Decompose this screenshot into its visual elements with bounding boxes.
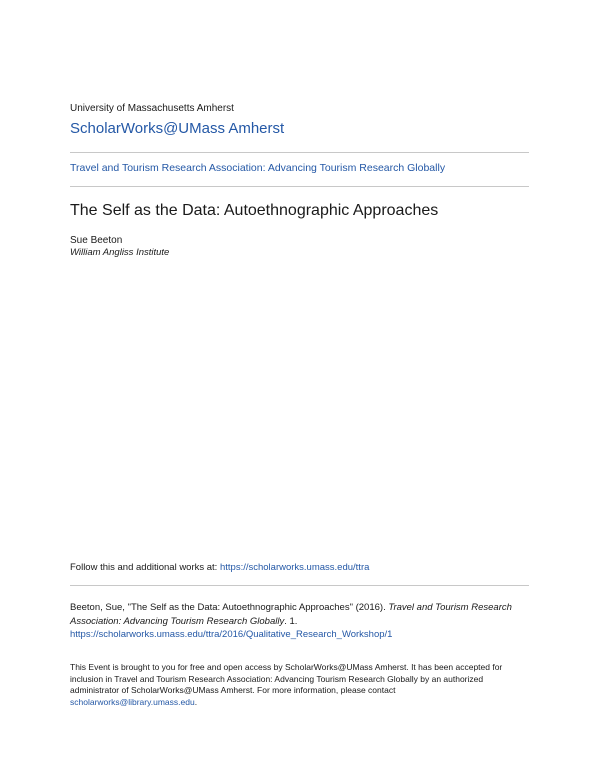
author-affiliation: William Angliss Institute <box>70 247 170 258</box>
document-title: The Self as the Data: Autoethnographic Approaches <box>70 202 439 219</box>
series-link[interactable]: Travel and Tourism Research Association: Advancing Tourism Research Globally <box>70 162 446 174</box>
divider-citation <box>70 585 529 586</box>
contact-email-link[interactable]: scholarworks@library.umass.edu <box>70 696 195 707</box>
notice-end: . <box>194 696 198 707</box>
institution-name: University of Massachusetts Amherst <box>70 103 234 114</box>
follow-link[interactable]: https://scholarworks.umass.edu/ttra <box>219 562 370 573</box>
access-notice <box>70 662 532 708</box>
author-name: Sue Beeton <box>70 235 123 246</box>
citation-journal: Travel and Tourism Research Association: Advancing Tourism Research Globally <box>70 602 512 627</box>
citation-url[interactable]: https://scholarworks.umass.edu/ttra/2016/Qualitative_Research_Workshop/1 <box>70 629 393 640</box>
divider-bottom <box>70 186 529 187</box>
follow-line <box>70 562 369 573</box>
notice-text: This Event is brought to you for free and open access by ScholarWorks@UMass Amherst. It has been accepted for inclusion in Travel and Tourism Research Association: Advancing Tourism Research Globally by an authorized administrator of ScholarWorks@UMass Amherst. For more information, please contact <box>70 662 503 695</box>
repository-link[interactable]: ScholarWorks@UMass Amherst <box>70 120 285 137</box>
citation-number: . 1. <box>284 615 298 627</box>
citation-prefix: Beeton, Sue, "The Self as the Data: Autoethnographic Approaches" (2016). <box>70 602 389 613</box>
follow-text: Follow this and additional works at: <box>70 562 220 573</box>
recommended-citation <box>70 601 532 642</box>
divider-top <box>70 152 529 153</box>
